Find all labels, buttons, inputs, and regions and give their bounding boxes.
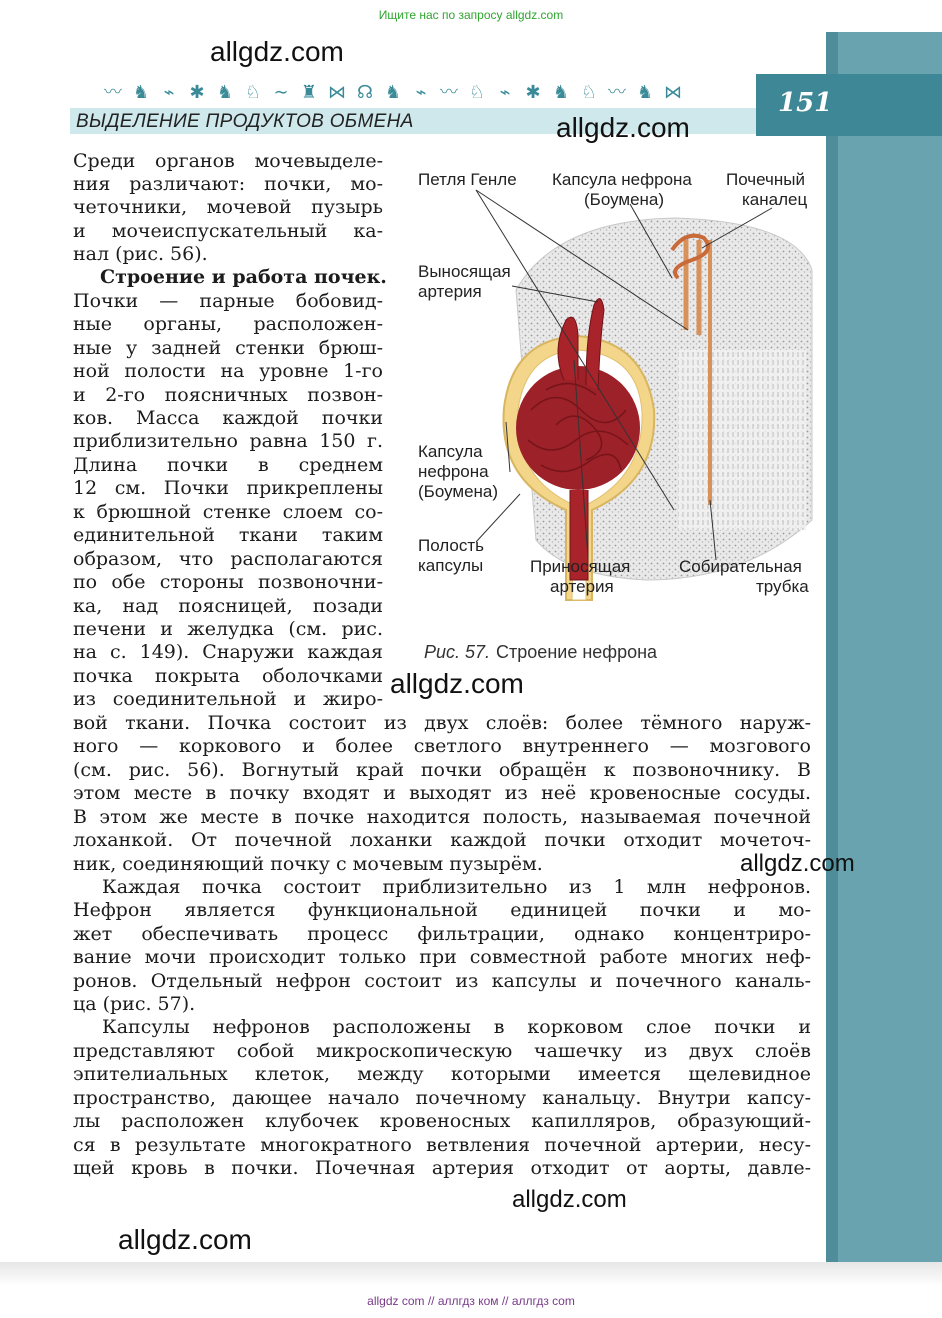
animal-icon: ♘ xyxy=(580,82,598,103)
text-line: ник, соединяющий почку с мочевым пузырём. xyxy=(73,853,543,875)
text-line: ся в результате многократного ветвления почечной артерии, несу- xyxy=(73,1134,811,1156)
label-capsule-top-sub: (Боумена) xyxy=(584,190,665,209)
bird-icon: ⌁ xyxy=(499,82,511,103)
animal-ornament-row xyxy=(100,78,750,108)
text-line: Каждая почка состоит приблизительно из 1 млн нефронов. xyxy=(102,876,811,898)
text-line: единительной ткани таким xyxy=(73,524,383,546)
text-line: по обе стороны позвоночни- xyxy=(73,571,383,593)
label-collecting-duct-sub: трубка xyxy=(756,577,809,596)
text-line: Капсулы нефронов расположены в корковом слое почки и xyxy=(102,1016,811,1038)
text-line: почка покрыта оболочками xyxy=(73,665,383,687)
label-collecting-duct: Собирательная xyxy=(679,557,802,576)
animal-icon: ♞ xyxy=(132,82,150,103)
text-line: ния различают: почки, мо- xyxy=(73,173,383,195)
page-number: 151 xyxy=(778,88,833,118)
text-line: четочники, мочевой пузырь xyxy=(73,196,383,218)
animal-icon: ♘ xyxy=(468,82,486,103)
watermark: allgdz.com xyxy=(740,850,855,877)
text-line: 12 см. Почки прикреплены xyxy=(73,477,383,499)
text-line: и 2-го поясничных позвон- xyxy=(73,384,383,406)
animal-icon: ♞ xyxy=(216,82,234,103)
animal-icon: ♞ xyxy=(552,82,570,103)
text-line: щей кровь в почки. Почечная артерия отходит от аорты, давле- xyxy=(73,1157,811,1179)
animal-icon: ♞ xyxy=(384,82,402,103)
text-line: ков. Масса каждой почки xyxy=(73,407,383,429)
text-line: Нефрон является функциональной единицей почки и мо- xyxy=(73,899,811,921)
scorpion-icon: ☊ xyxy=(357,82,373,103)
watermark: allgdz.com xyxy=(390,668,524,699)
label-efferent-artery: Выносящая xyxy=(418,262,511,281)
text-line: вой ткани. Почка состоит из двух слоёв: более тёмного наруж- xyxy=(73,712,811,734)
watermark: allgdz.com xyxy=(210,36,344,67)
figure-caption-text: Строение нефрона xyxy=(496,642,658,662)
text-line: ного — коркового и более светлого внутреннего — мозгового xyxy=(73,735,811,757)
lizard-icon: ∼ xyxy=(273,82,289,103)
figure-caption xyxy=(424,642,657,663)
text-line: В этом же месте в почке находится полость, называемая почечной xyxy=(73,806,811,828)
page-edge-band xyxy=(826,32,942,1262)
text-line: Почки — парные бобовид- xyxy=(73,290,383,312)
bison-icon: ♜ xyxy=(300,82,318,103)
text-line: ные у задней стенки брюш- xyxy=(73,337,383,359)
label-tubule: Почечный xyxy=(726,170,806,189)
text-line: лы расположен клубочек кровеносных капилляров, образующий- xyxy=(73,1110,811,1132)
text-line: лоханкой. От почечной лоханки каждой почки отходит мочеточ- xyxy=(73,829,811,851)
watermark: allgdz.com xyxy=(118,1224,252,1255)
subheading: Строение и работа почек. xyxy=(100,266,387,288)
bottom-banner[interactable]: allgdz com // аллгдз ком // аллгдз com xyxy=(367,1294,575,1308)
butterfly-icon: ⋈ xyxy=(328,82,346,103)
text-line: эпителиальных клеток, между которыми имеется щелевидное xyxy=(73,1063,811,1085)
text-line: (см. рис. 56). Вогнутый край почки обращён к позвоночнику. В xyxy=(73,759,811,781)
label-capsule-cavity: Полость xyxy=(418,536,485,555)
fish-icon: 〰 xyxy=(440,82,458,103)
text-line: образом, что располагаются xyxy=(73,548,383,570)
watermark: allgdz.com xyxy=(556,112,690,143)
text-line: нал (рис. 56). xyxy=(73,243,208,265)
text-line: ка, над поясницей, позади xyxy=(73,595,383,617)
page-edge-strip xyxy=(826,32,838,1262)
text-line: на с. 149). Снаружи каждая xyxy=(73,641,383,663)
text-line: из соединительной и жиро- xyxy=(73,688,383,710)
label-capsule-left-2: нефрона xyxy=(418,462,489,481)
label-capsule-left: Капсула xyxy=(418,442,483,461)
text-line: приблизительно равна 150 г. xyxy=(73,430,383,452)
section-title: ВЫДЕЛЕНИЕ ПРОДУКТОВ ОБМЕНА xyxy=(76,111,414,132)
label-afferent-artery: Приносящая xyxy=(530,557,631,576)
text-line: ной полости на уровне 1-го xyxy=(73,360,383,382)
text-line: этом месте в почку входят и выходят из неё кровеносные сосуды. xyxy=(73,782,811,804)
insect-icon: ✱ xyxy=(525,82,541,103)
butterfly-icon: ⋈ xyxy=(664,82,682,103)
text-line: ные органы, расположен- xyxy=(73,313,383,335)
label-capsule-cavity-sub: капсулы xyxy=(418,556,484,575)
text-line: представляют собой микроскопическую чашечку из двух слоёв xyxy=(73,1040,811,1062)
label-capsule-left-3: (Боумена) xyxy=(418,482,499,501)
text-line: печени и желудка (см. рис. xyxy=(73,618,383,640)
text-line: ронов. Отдельный нефрон состоит из капсулы и почечного каналь- xyxy=(73,970,811,992)
top-banner[interactable]: Ищите нас по запросу allgdz.com xyxy=(378,8,564,22)
nephron-figure xyxy=(416,160,826,630)
label-capsule-top: Капсула нефрона xyxy=(552,170,692,189)
page-shadow xyxy=(0,1262,942,1286)
text-line: и мочеиспускательный ка- xyxy=(73,220,383,242)
text-line: к брюшной стенке слоем со- xyxy=(73,501,383,523)
text-line: ца (рис. 57). xyxy=(73,993,196,1015)
text-line: Среди органов мочевыделе- xyxy=(73,150,383,172)
label-efferent-artery-sub: артерия xyxy=(418,282,482,301)
bird-icon: ⌁ xyxy=(415,82,427,103)
text-line: пространство, дающее начало почечному канальцу. Внутри капсу- xyxy=(73,1087,811,1109)
text-line: Длина почки в среднем xyxy=(73,454,383,476)
insect-icon: ✱ xyxy=(189,82,205,103)
text-line: жет обеспечивать процесс фильтрации, однако концентриро- xyxy=(73,923,811,945)
animal-icon: ♞ xyxy=(636,82,654,103)
label-loop-henle: Петля Генле xyxy=(418,170,517,189)
fish-icon: 〰 xyxy=(104,82,122,103)
figure-caption-number: Рис. 57. xyxy=(424,642,491,662)
label-tubule-sub: каналец xyxy=(742,190,808,209)
watermark: allgdz.com xyxy=(512,1186,627,1213)
label-afferent-artery-sub: артерия xyxy=(550,577,614,596)
fish-icon: 〰 xyxy=(608,82,626,103)
bird-icon: ⌁ xyxy=(163,82,175,103)
animal-icon: ♘ xyxy=(244,82,262,103)
text-line: вание мочи происходит только при совместной работе многих неф- xyxy=(73,946,811,968)
